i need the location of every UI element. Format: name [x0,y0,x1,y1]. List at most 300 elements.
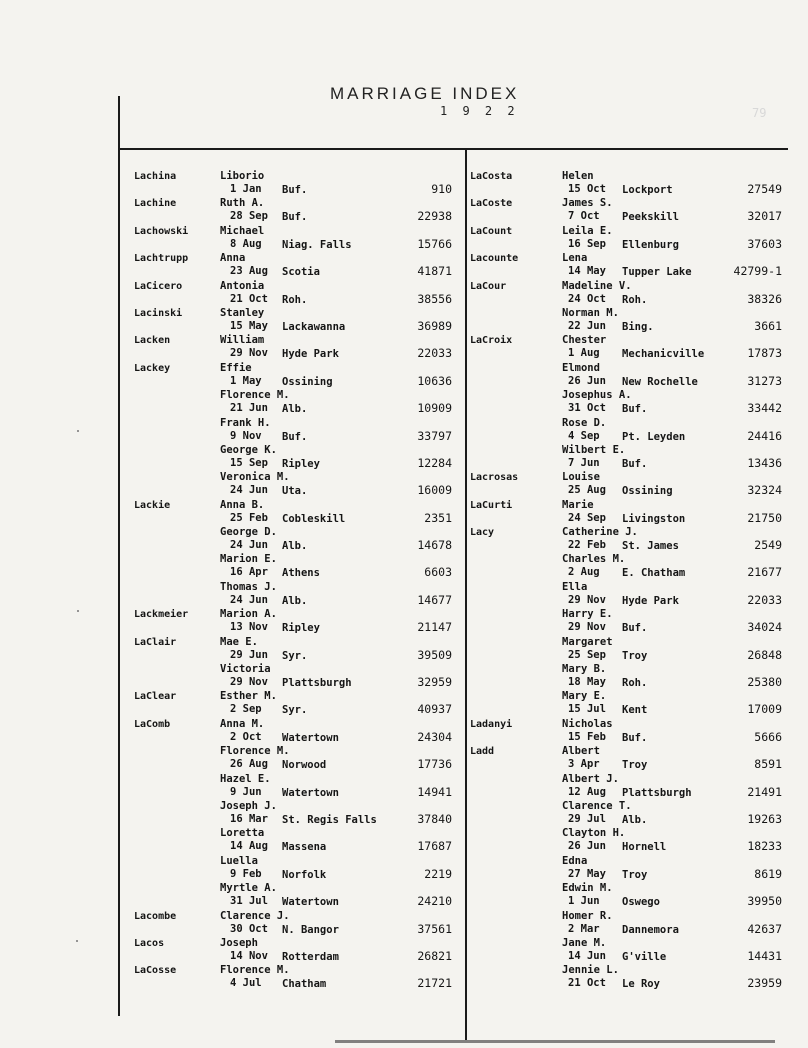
index-entry [134,663,464,690]
entry-date: 12 Aug [568,785,606,798]
index-entry [470,526,788,553]
entry-place: Scotia [282,266,320,279]
entry-date: 30 Oct [230,922,268,935]
index-entry [470,663,788,690]
entry-certificate-number: 17736 [417,757,452,772]
entry-place: Ossining [282,375,333,388]
entry-given-name: Anna M. [220,717,265,730]
index-entry [134,526,464,553]
entry-certificate-number: 2219 [424,866,452,881]
index-entry [134,225,464,252]
right-index-column [470,170,788,992]
index-entry [470,553,788,580]
entry-date: 31 Jul [230,895,268,908]
entry-place: St. James [622,540,679,553]
index-entry [470,937,788,964]
entry-given-name: Madeline V. [562,279,632,292]
entry-place: Buf. [622,457,648,470]
entry-certificate-number: 42799-1 [733,264,782,279]
entry-surname: LaCour [470,280,507,292]
entry-given-name: Effie [220,361,252,374]
entry-place: Athens [282,567,320,580]
entry-given-name: Florence M. [220,389,290,402]
entry-given-name: Loretta [220,827,265,840]
entry-date: 24 Jun [230,484,268,497]
entry-certificate-number: 19263 [747,811,782,826]
entry-date: 29 Jul [568,812,606,825]
index-entry [134,718,464,745]
entry-surname: Lachina [134,171,177,182]
entry-place: Tupper Lake [622,266,692,279]
entry-date: 9 Nov [230,429,262,442]
index-entry [134,362,464,389]
index-entry [134,745,464,772]
entry-certificate-number: 3661 [754,318,782,333]
entry-place: Buf. [282,430,308,443]
entry-given-name: James S. [562,197,613,210]
entry-surname: Lacos [134,937,165,949]
index-entry [134,252,464,279]
entry-certificate-number: 39509 [417,647,452,662]
entry-date: 14 May [568,265,606,278]
entry-date: 26 Jun [568,840,606,853]
entry-date: 14 Jun [568,949,606,962]
entry-date: 24 Jun [230,539,268,552]
index-entry [470,499,788,526]
entry-date: 15 Jul [568,703,606,716]
left-index-column [134,170,464,992]
entry-given-name: Ella [562,580,588,593]
entry-certificate-number: 5666 [754,729,782,744]
entry-given-name: Harry E. [562,608,613,621]
entry-place: Plattsburgh [622,786,692,799]
entry-date: 3 Apr [568,758,600,771]
entry-date: 29 Nov [568,593,606,606]
entry-place: Massena [282,841,327,854]
index-entry [470,745,788,772]
entry-certificate-number: 26821 [417,948,452,963]
entry-place: Alb. [282,540,308,553]
entry-certificate-number: 33442 [747,401,782,416]
index-entry [470,280,788,307]
entry-certificate-number: 26848 [747,647,782,662]
entry-certificate-number: 6603 [424,565,452,580]
entry-date: 27 May [568,867,606,880]
entry-certificate-number: 24210 [417,894,452,909]
entry-certificate-number: 21750 [747,510,782,525]
entry-date: 25 Sep [568,648,606,661]
entry-certificate-number: 24304 [417,729,452,744]
index-entry [134,334,464,361]
entry-certificate-number: 16009 [417,483,452,498]
entry-certificate-number: 15766 [417,236,452,251]
entry-place: Ossining [622,485,673,498]
entry-certificate-number: 32959 [417,675,452,690]
entry-date: 1 Jan [230,183,262,195]
index-entry [470,882,788,909]
entry-surname: Lacy [470,527,495,539]
entry-date: 26 Jun [568,374,606,387]
entry-given-name: Clarence T. [562,799,632,812]
entry-place: Buf. [282,211,308,224]
entry-date: 2 Oct [230,730,262,743]
entry-surname: Lacken [134,335,171,347]
entry-date: 21 Jun [230,402,268,415]
entry-surname: LaClair [134,636,177,648]
entry-given-name: Stanley [220,306,265,319]
entry-certificate-number: 2549 [754,538,782,553]
entry-date: 29 Nov [230,347,268,360]
index-entry [470,417,788,444]
page-title: MARRIAGE INDEX [330,84,520,103]
entry-certificate-number: 21491 [747,784,782,799]
entry-certificate-number: 14431 [747,948,782,963]
index-entry [470,910,788,937]
entry-given-name: Norman M. [562,306,619,319]
entry-certificate-number: 21677 [747,565,782,580]
index-entry [470,252,788,279]
entry-given-name: Catherine J. [562,526,638,539]
entry-place: Pt. Leyden [622,430,686,443]
scan-speck [77,610,79,612]
entry-date: 1 Aug [568,347,600,360]
entry-given-name: Homer R. [562,909,613,922]
entry-date: 15 Oct [568,183,606,195]
index-entry [470,225,788,252]
entry-given-name: Clarence J. [220,909,290,922]
entry-certificate-number: 33797 [417,428,452,443]
entry-surname: Lacrosas [470,472,519,484]
entry-given-name: Jane M. [562,936,607,949]
entry-certificate-number: 17873 [747,346,782,361]
index-entry [134,636,464,663]
entry-date: 21 Oct [230,292,268,305]
entry-surname: Lachowski [134,225,189,237]
entry-given-name: Victoria [220,663,271,676]
entry-date: 23 Aug [230,265,268,278]
entry-given-name: Marie [562,498,594,511]
entry-certificate-number: 13436 [747,455,782,470]
entry-certificate-number: 34024 [747,620,782,635]
entry-certificate-number: 42637 [747,921,782,936]
index-entry [470,773,788,800]
entry-place: Norfolk [282,868,327,881]
entry-given-name: Albert J. [562,772,619,785]
entry-place: Watertown [282,786,339,799]
entry-certificate-number: 38556 [417,291,452,306]
entry-given-name: Frank H. [220,416,271,429]
index-entry [470,307,788,334]
entry-given-name: Joseph [220,936,258,949]
entry-certificate-number: 40937 [417,702,452,717]
entry-date: 15 Feb [568,730,606,743]
entry-certificate-number: 10636 [417,373,452,388]
entry-given-name: Veronica M. [220,471,290,484]
entry-date: 2 Sep [230,703,262,716]
index-entry [470,334,788,361]
entry-certificate-number: 31273 [747,373,782,388]
entry-given-name: Chester [562,334,607,347]
entry-place: Lackawanna [282,320,346,333]
entry-certificate-number: 17009 [747,702,782,717]
entry-date: 1 Jun [568,895,600,908]
entry-date: 29 Nov [230,676,268,689]
entry-given-name: Lena [562,252,588,265]
entry-given-name: Rose D. [562,416,607,429]
entry-place: Syr. [282,649,308,662]
index-entry [134,581,464,608]
index-entry [134,307,464,334]
page-year: 1 9 2 2 [440,104,519,118]
entry-given-name: Esther M. [220,690,277,703]
entry-certificate-number: 14941 [417,784,452,799]
entry-surname: Lacinski [134,307,183,319]
entry-surname: Lacombe [134,910,177,922]
index-entry [470,690,788,717]
entry-given-name: Thomas J. [220,580,277,593]
entry-date: 8 Aug [230,237,262,250]
entry-place: Buf. [622,731,648,744]
entry-surname: LaClear [134,691,177,703]
entry-certificate-number: 32324 [747,483,782,498]
entry-place: Dannemora [622,923,679,936]
index-entry [134,964,464,991]
entry-surname: Lackey [134,362,171,374]
entry-date: 24 Jun [230,593,268,606]
entry-place: Livingston [622,512,686,525]
entry-certificate-number: 21147 [417,620,452,635]
entry-certificate-number: 24416 [747,428,782,443]
entry-place: Roh. [622,293,648,306]
entry-certificate-number: 21721 [417,976,452,991]
entry-date: 26 Aug [230,758,268,771]
entry-surname: LaCosta [470,171,513,182]
entry-surname: Ladd [470,746,495,758]
entry-date: 14 Aug [230,840,268,853]
entry-given-name: Mary B. [562,663,607,676]
index-entry [470,800,788,827]
entry-date: 29 Jun [230,648,268,661]
index-entry [134,690,464,717]
index-entry [134,444,464,471]
entry-surname: LaCosse [134,965,177,977]
index-entry [134,170,464,197]
entry-place: Hornell [622,841,667,854]
entry-date: 2 Mar [568,922,600,935]
entry-given-name: Wilbert E. [562,443,626,456]
entry-date: 21 Oct [568,977,606,990]
entry-place: Chatham [282,978,327,991]
bottom-edge-mark [335,1040,775,1043]
entry-certificate-number: 37840 [417,811,452,826]
entry-date: 16 Sep [568,237,606,250]
entry-surname: LaCoste [470,198,513,210]
entry-given-name: Liborio [220,170,265,182]
entry-date: 15 Sep [230,456,268,469]
entry-place: Alb. [282,594,308,607]
entry-place: Roh. [622,677,648,690]
index-entry [134,499,464,526]
entry-certificate-number: 12284 [417,455,452,470]
column-divider [465,150,467,1040]
index-entry [134,910,464,937]
entry-place: G'ville [622,950,667,963]
entry-given-name: Charles M. [562,553,626,566]
entry-surname: LaCicero [134,280,183,292]
entry-date: 7 Oct [568,210,600,223]
scan-speck [77,430,79,432]
entry-date: 1 May [230,374,262,387]
entry-given-name: Nicholas [562,717,613,730]
entry-given-name: Edna [562,854,588,867]
entry-date: 16 Apr [230,566,268,579]
entry-place: Ellenburg [622,238,679,251]
entry-surname: Lachine [134,198,177,210]
entry-certificate-number: 39950 [747,894,782,909]
entry-place: Alb. [282,403,308,416]
index-entry [470,827,788,854]
entry-date: 4 Sep [568,429,600,442]
entry-given-name: Helen [562,170,594,182]
entry-date: 9 Jun [230,785,262,798]
entry-place: Troy [622,759,648,772]
index-entry [470,636,788,663]
entry-given-name: Mary E. [562,690,607,703]
entry-date: 28 Sep [230,210,268,223]
entry-place: Troy [622,868,648,881]
entry-certificate-number: 22033 [747,592,782,607]
index-entry [134,937,464,964]
entry-given-name: Luella [220,854,258,867]
entry-date: 31 Oct [568,402,606,415]
index-entry [470,718,788,745]
entry-surname: LaComb [134,718,171,730]
entry-place: Buf. [622,622,648,635]
entry-given-name: Anna B. [220,498,265,511]
entry-place: Hyde Park [622,594,679,607]
entry-date: 18 May [568,676,606,689]
entry-given-name: Florence M. [220,745,290,758]
entry-place: Peekskill [622,211,679,224]
entry-place: Norwood [282,759,327,772]
entry-certificate-number: 14678 [417,538,452,553]
index-entry [134,417,464,444]
entry-place: St. Regis Falls [282,813,377,826]
index-entry [470,170,788,197]
entry-given-name: Antonia [220,279,265,292]
entry-place: Oswego [622,896,660,909]
entry-date: 16 Mar [230,812,268,825]
entry-given-name: Leila E. [562,224,613,237]
entry-date: 7 Jun [568,456,600,469]
entry-given-name: Marion A. [220,608,277,621]
entry-place: Roh. [282,293,308,306]
entry-certificate-number: 910 [431,182,452,196]
entry-place: Buf. [622,403,648,416]
entry-place: Alb. [622,813,648,826]
index-entry [134,280,464,307]
entry-given-name: Michael [220,224,265,237]
index-entry [134,553,464,580]
entry-certificate-number: 38326 [747,291,782,306]
index-entry [134,855,464,882]
index-entry [470,581,788,608]
entry-surname: Lacounte [470,253,519,265]
entry-place: Uta. [282,485,308,498]
entry-given-name: Myrtle A. [220,882,277,895]
entry-surname: LaCurti [470,499,513,511]
entry-place: Bing. [622,320,654,333]
entry-certificate-number: 14677 [417,592,452,607]
entry-certificate-number: 22938 [417,209,452,224]
index-entry [470,471,788,498]
entry-place: Rotterdam [282,950,339,963]
index-entry [470,444,788,471]
entry-surname: Lachtrupp [134,253,189,265]
left-margin-rule [118,96,120,1016]
entry-given-name: Florence M. [220,964,290,977]
index-entry [470,389,788,416]
entry-date: 14 Nov [230,949,268,962]
entry-surname: LaCroix [470,335,513,347]
entry-given-name: William [220,334,265,347]
index-entry [470,197,788,224]
entry-given-name: Jennie L. [562,964,619,977]
entry-date: 4 Jul [230,977,262,990]
index-entry [134,471,464,498]
index-entry [134,800,464,827]
index-entry [134,827,464,854]
entry-given-name: Mae E. [220,635,258,648]
entry-place: Syr. [282,704,308,717]
entry-certificate-number: 25380 [747,675,782,690]
entry-given-name: Marion E. [220,553,277,566]
entry-date: 13 Nov [230,621,268,634]
entry-place: Ripley [282,457,320,470]
entry-certificate-number: 18233 [747,839,782,854]
index-entry [470,855,788,882]
entry-certificate-number: 37561 [417,921,452,936]
entry-place: Niag. Falls [282,238,352,251]
entry-given-name: Albert [562,745,600,758]
entry-certificate-number: 2351 [424,510,452,525]
entry-surname: Lackie [134,499,171,511]
entry-certificate-number: 36989 [417,318,452,333]
entry-place: Plattsburgh [282,677,352,690]
entry-certificate-number: 8591 [754,757,782,772]
entry-given-name: Elmond [562,361,600,374]
entry-certificate-number: 23959 [747,976,782,991]
entry-surname: Lackmeier [134,609,189,621]
entry-date: 29 Nov [568,621,606,634]
entry-given-name: Edwin M. [562,882,613,895]
entry-given-name: George K. [220,443,277,456]
entry-place: E. Chatham [622,567,686,580]
entry-given-name: Clayton H. [562,827,626,840]
entry-certificate-number: 41871 [417,264,452,279]
entry-date: 2 Aug [568,566,600,579]
entry-place: Watertown [282,731,339,744]
index-entry [134,882,464,909]
entry-certificate-number: 17687 [417,839,452,854]
index-entry [134,197,464,224]
entry-certificate-number: 32017 [747,209,782,224]
entry-certificate-number: 27549 [747,182,782,196]
entry-date: 24 Oct [568,292,606,305]
entry-given-name: Anna [220,252,246,265]
header-rule [120,148,788,150]
entry-date: 25 Feb [230,511,268,524]
